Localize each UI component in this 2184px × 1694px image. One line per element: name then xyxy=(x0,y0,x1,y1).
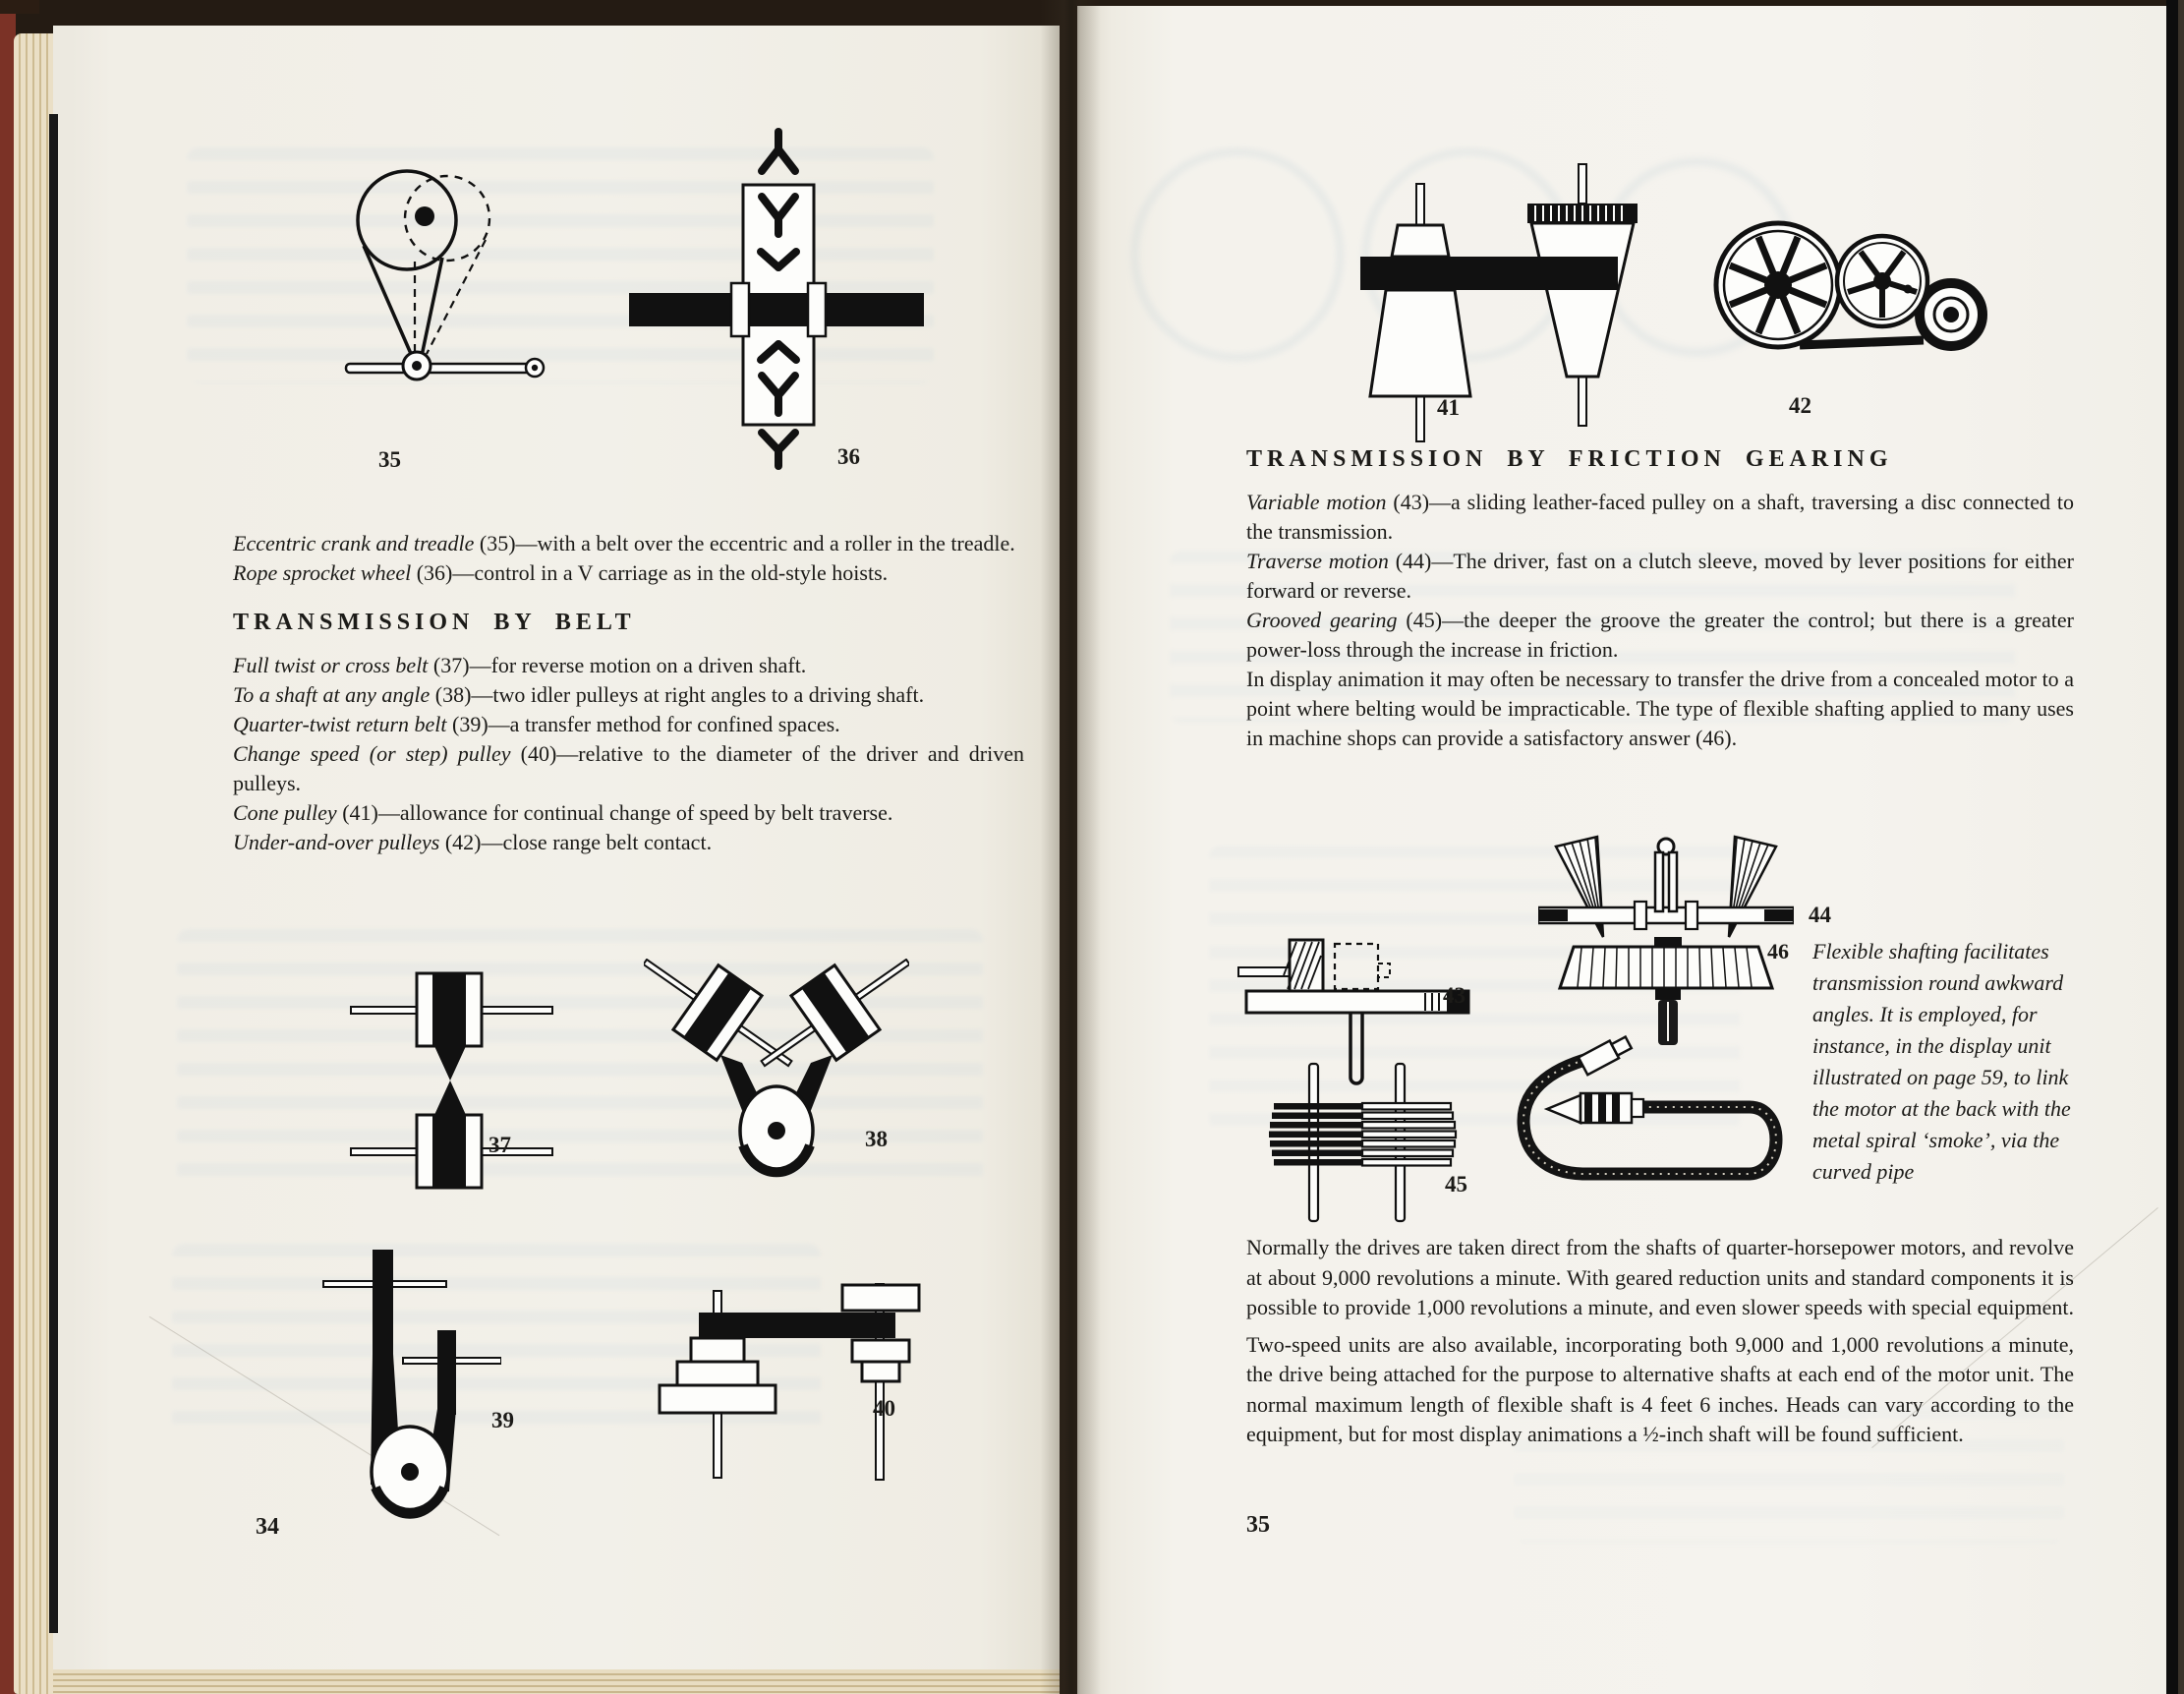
book-top-shadow xyxy=(0,0,39,14)
figure-43-label: 43 xyxy=(1443,983,1466,1008)
inner-page-edge-line xyxy=(49,114,58,1633)
entry: To a shaft at any angle (38)—two idler pulleys at right angles to a driving shaft. xyxy=(233,682,925,707)
page-stack-bottom-edges xyxy=(53,1669,1060,1694)
figure-45-label: 45 xyxy=(1445,1172,1467,1197)
entry: Traverse motion (44)—The driver, fast on a clutch sleeve, moved by lever positions for either forward or reverse. xyxy=(1246,549,2074,603)
book-right-edge-shadow xyxy=(2178,0,2184,1694)
figure-42-drawing xyxy=(1705,197,1995,383)
right-bottom-text xyxy=(1246,1233,2074,1457)
page-stack-edges xyxy=(14,33,53,1694)
section-heading-friction: TRANSMISSION BY FRICTION GEARING xyxy=(1246,446,1893,472)
body-paragraph: Two-speed units are also available, incorporating both 9,000 and 1,000 revolutions a minute, the drive being attached for the purpose to alternative shafts at each end of the motor unit. The normal maximum length of flexible shaft is 4 feet 6 inches. Heads can vary according to the equipment, but for most display animations a ½-inch shaft will be found sufficient. xyxy=(1246,1331,2074,1446)
figure-36-rope-sprocket-carriage xyxy=(629,118,924,472)
figure-40-label: 40 xyxy=(873,1396,895,1421)
figure-41-cone-pulley xyxy=(1327,162,1651,452)
figure-46-caption-number: 46 xyxy=(1767,939,1789,964)
body-paragraph: Normally the drives are taken direct from the shafts of quarter-horsepower motors, and revolve at about 9,000 revolutions a minute. With geared reduction units and standard components it is possible to provide 1,000 revolutions a minute, and even slower speeds with special equipment. xyxy=(1246,1235,2074,1319)
book-gutter xyxy=(1040,0,1101,1694)
figure-35-label: 35 xyxy=(378,447,401,472)
entry: Cone pulley (41)—allowance for continual change of speed by belt traverse. xyxy=(233,800,893,825)
entry: Under-and-over pulleys (42)—close range belt contact. xyxy=(233,830,713,854)
figure-37-cross-belt xyxy=(346,965,557,1197)
figure-37-drawing xyxy=(346,965,557,1197)
entry: Full twist or cross belt (37)—for reverse motion on a driven shaft. xyxy=(233,653,807,677)
figure-44-label: 44 xyxy=(1809,903,1831,927)
figure-41-drawing xyxy=(1327,162,1651,452)
entry: Grooved gearing (45)—the deeper the groove the greater the control; but there is a greater power-loss through the increase in friction. xyxy=(1246,608,2074,662)
entry: Eccentric crank and treadle (35)—with a belt over the eccentric and a roller in the treadle. xyxy=(233,531,1015,555)
figure-39-quarter-twist-belt xyxy=(310,1244,501,1524)
figure-39-label: 39 xyxy=(491,1408,514,1432)
figure-46-caption-text: Flexible shafting facilitates transmission round awkward angles. It is employed, for instance, in the display unit illustrated on page 59, to link the motor at the back with the metal spiral ‘smoke’, via the curved pipe xyxy=(1812,939,2071,1184)
entry: Variable motion (43)—a sliding leather-faced pulley on a shaft, traversing a disc connected to the transmission. xyxy=(1246,490,2074,544)
figure-42-label: 42 xyxy=(1789,393,1811,418)
figure-35-drawing xyxy=(316,159,602,415)
figure-39-drawing xyxy=(310,1244,501,1524)
figure-42-under-over-pulleys xyxy=(1705,197,1995,383)
figure-36-label: 36 xyxy=(837,444,860,469)
figure-44-traverse-motion xyxy=(1538,821,1794,1052)
section-heading-belt: TRANSMISSION BY BELT xyxy=(233,610,636,635)
book-right-edge xyxy=(2166,0,2178,1694)
entry: Quarter-twist return belt (39)—a transfer method for confined spaces. xyxy=(233,712,840,736)
left-intro-text xyxy=(233,529,1024,857)
figure-38-idler-pulleys xyxy=(644,959,909,1195)
entry: Rope sprocket wheel (36)—control in a V carriage as in the old-style hoists. xyxy=(233,560,889,585)
figure-35-eccentric-crank-treadle xyxy=(316,159,602,415)
entry: Change speed (or step) pulley (40)—relative to the diameter of the driver and driven pulleys. xyxy=(233,741,1024,795)
entry: In display animation it may often be necessary to transfer the drive from a concealed motor to a point where belting would be impracticable. The type of flexible shafting applied to many uses in machine shops can provide a satisfactory answer (46). xyxy=(1246,667,2074,750)
right-main-text xyxy=(1246,444,2074,753)
page-number-34: 34 xyxy=(256,1514,279,1540)
figure-40-step-pulley xyxy=(614,1283,924,1485)
figure-36-drawing xyxy=(629,118,924,472)
figure-40-drawing xyxy=(614,1283,924,1485)
page-number-35: 35 xyxy=(1246,1512,1270,1538)
figure-45-drawing xyxy=(1260,1054,1501,1231)
figure-37-label: 37 xyxy=(489,1133,511,1157)
figure-44-drawing xyxy=(1538,821,1794,1052)
figure-45-grooved-gearing xyxy=(1260,1054,1501,1231)
figure-38-label: 38 xyxy=(865,1127,888,1151)
figure-38-drawing xyxy=(644,959,909,1195)
figure-46-caption xyxy=(1767,936,2080,1188)
figure-41-label: 41 xyxy=(1437,395,1460,420)
